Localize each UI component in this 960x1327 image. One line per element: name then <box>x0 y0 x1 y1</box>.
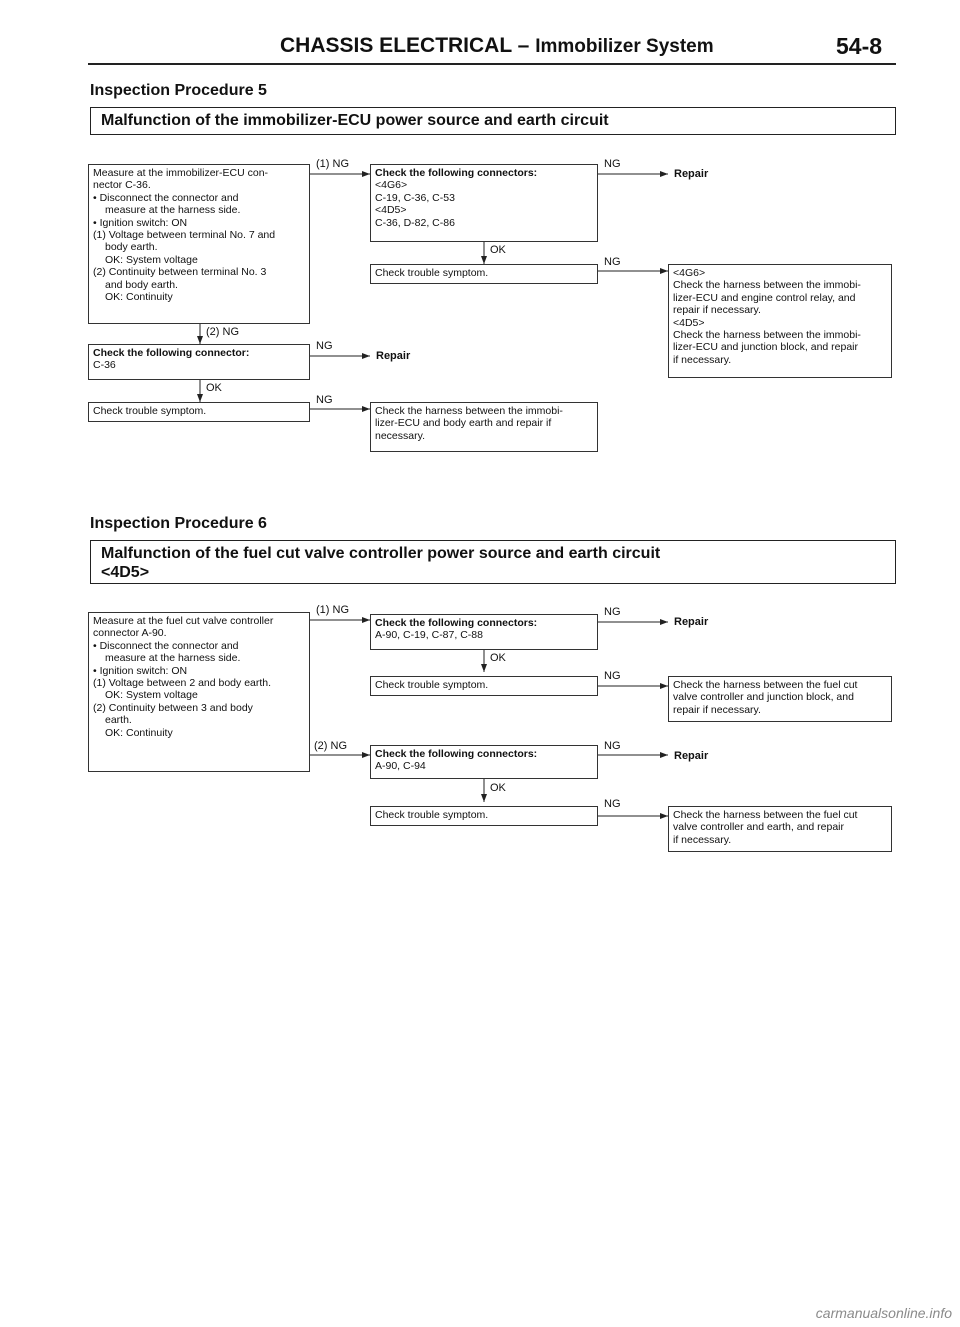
p6-harness-line: repair if necessary. <box>673 703 761 716</box>
p6-label-ng-d: NG <box>604 798 621 810</box>
p5-harness2-line: necessary. <box>375 429 425 442</box>
p5-harness-box-2 <box>370 402 598 452</box>
p5-measure-line: OK: Continuity <box>105 291 173 304</box>
p5-harness2-line: Check the harness between the immobi- <box>375 405 563 417</box>
p6-measure-line: (2) Continuity between 3 and body <box>93 701 253 714</box>
p6-harness2-line: Check the harness between the fuel cut <box>673 809 858 821</box>
p5-label-ng1: (1) NG <box>316 158 349 170</box>
procedure-6-banner <box>90 540 896 584</box>
procedure-6-banner-line2: <4D5> <box>101 564 150 581</box>
p6-repair-1: Repair <box>674 616 709 628</box>
p5-measure-line: • Ignition switch: ON <box>93 216 188 229</box>
title-main: CHASSIS ELECTRICAL <box>280 34 512 57</box>
p5-check-connector-c36-line: C-36 <box>93 359 116 372</box>
p6-check-connectors-2 <box>370 745 598 779</box>
p5-harness-line: repair if necessary. <box>673 304 761 317</box>
p6-check-trouble-1-text: Check trouble symptom. <box>375 679 489 691</box>
title-separator: – <box>517 34 530 57</box>
p6-label-ok-a: OK <box>490 652 506 664</box>
p5-harness-line: <4D5> <box>673 316 705 329</box>
p6-repair-2: Repair <box>674 750 709 762</box>
p5-measure-line: • Disconnect the connector and <box>93 191 239 204</box>
p5-label-ng-a: NG <box>604 158 621 170</box>
p5-check-trouble-1 <box>370 264 598 284</box>
p6-label-ng-a: NG <box>604 606 621 618</box>
p6-harness2-line: if necessary. <box>673 833 732 846</box>
p5-measure-line: measure at the harness side. <box>105 204 241 217</box>
p5-repair-2: Repair <box>376 350 411 362</box>
p5-harness2-line: lizer-ECU and body earth and repair if <box>375 417 552 430</box>
p6-measure-line: connector A-90. <box>93 627 167 640</box>
p5-connector-line: C-19, C-36, C-53 <box>375 191 455 204</box>
p5-harness-line: Check the harness between the immobi- <box>673 329 861 342</box>
p5-measure-line: OK: System voltage <box>105 253 198 266</box>
p6-harness-box-2 <box>668 806 892 852</box>
p6-check-connectors-2-heading: Check the following connectors: <box>375 748 538 760</box>
p5-check-trouble-2 <box>88 402 310 422</box>
p6-check-connectors-1-line: A-90, C-19, C-87, C-88 <box>375 629 483 642</box>
p6-label-ok-b: OK <box>490 782 506 794</box>
p6-harness2-line: valve controller and earth, and repair <box>673 821 845 834</box>
p6-check-connectors-1-heading: Check the following connectors: <box>375 617 538 629</box>
p5-connector-line: C-36, D-82, C-86 <box>375 216 455 229</box>
p5-measure-line: body earth. <box>105 241 158 254</box>
p6-measure-line: Measure at the fuel cut valve controller <box>93 615 274 627</box>
p5-harness-line: lizer-ECU and engine control relay, and <box>673 291 856 304</box>
p5-harness-line: lizer-ECU and junction block, and repair <box>673 341 859 354</box>
p6-check-trouble-1 <box>370 676 598 696</box>
p5-measure-box <box>88 164 310 324</box>
p5-repair-1: Repair <box>674 168 709 180</box>
p6-label-ng-b: NG <box>604 670 621 682</box>
p5-label-ok-b: OK <box>206 382 222 394</box>
p6-check-connectors-2-line: A-90, C-94 <box>375 760 426 773</box>
p5-label-ng2: (2) NG <box>206 326 239 338</box>
p5-check-trouble-1-text: Check trouble symptom. <box>375 267 489 279</box>
page-number: 54-8 <box>836 33 883 59</box>
p5-measure-line: and body earth. <box>105 278 178 291</box>
p5-check-trouble-2-text: Check trouble symptom. <box>93 405 207 417</box>
procedure-6-title: Inspection Procedure 6 <box>90 515 267 532</box>
p6-measure-line: OK: System voltage <box>105 689 198 702</box>
p6-harness-line: valve controller and junction block, and <box>673 691 854 704</box>
p5-harness-line: if necessary. <box>673 353 732 366</box>
p6-measure-line: measure at the harness side. <box>105 652 241 665</box>
p6-measure-line: • Disconnect the connector and <box>93 639 239 652</box>
p5-label-ng-b: NG <box>604 256 621 268</box>
p5-measure-line: (1) Voltage between terminal No. 7 and <box>93 229 276 242</box>
p6-measure-line: earth. <box>105 714 132 727</box>
p5-connector-line: <4D5> <box>375 204 407 217</box>
procedure-6-banner-line1: Malfunction of the fuel cut valve controller power source and earth circuit <box>101 545 661 562</box>
p5-measure-line: nector C-36. <box>93 179 151 192</box>
p6-measure-line: • Ignition switch: ON <box>93 664 188 677</box>
p5-label-ok-a: OK <box>490 244 506 256</box>
p5-check-connectors-box <box>370 164 598 242</box>
p6-check-trouble-2-text: Check trouble symptom. <box>375 809 489 821</box>
p6-measure-box <box>88 612 310 772</box>
p6-label-ng-c: NG <box>604 740 621 752</box>
p5-check-connector-c36 <box>88 344 310 380</box>
p5-harness-box-1 <box>668 264 892 378</box>
p6-measure-line: (1) Voltage between 2 and body earth. <box>93 677 272 690</box>
p5-label-ng-d: NG <box>316 394 333 406</box>
title-subtitle: Immobilizer System <box>535 36 714 57</box>
procedure-5-banner: Malfunction of the immobilizer-ECU power source and earth circuit <box>90 107 896 135</box>
p5-check-connector-c36-heading: Check the following connector: <box>93 347 250 359</box>
p6-measure-line: OK: Continuity <box>105 726 173 739</box>
p5-harness-line: <4G6> <box>673 267 706 279</box>
p6-harness-box-1 <box>668 676 892 722</box>
procedure-5-title: Inspection Procedure 5 <box>90 82 267 99</box>
watermark: carmanualsonline.info <box>815 1305 952 1321</box>
p6-check-connectors-1 <box>370 614 598 650</box>
p6-harness-line: Check the harness between the fuel cut <box>673 679 858 691</box>
p5-label-ng-c: NG <box>316 340 333 352</box>
p5-harness-line: Check the harness between the immobi- <box>673 279 861 292</box>
p6-check-trouble-2 <box>370 806 598 826</box>
p5-connector-line: <4G6> <box>375 179 408 192</box>
p5-measure-line: Measure at the immobilizer-ECU con- <box>93 167 269 179</box>
p6-label-ng2: (2) NG <box>314 740 347 752</box>
p5-measure-line: (2) Continuity between terminal No. 3 <box>93 266 267 279</box>
p5-check-connectors-heading: Check the following connectors: <box>375 167 538 179</box>
p6-label-ng1: (1) NG <box>316 604 349 616</box>
